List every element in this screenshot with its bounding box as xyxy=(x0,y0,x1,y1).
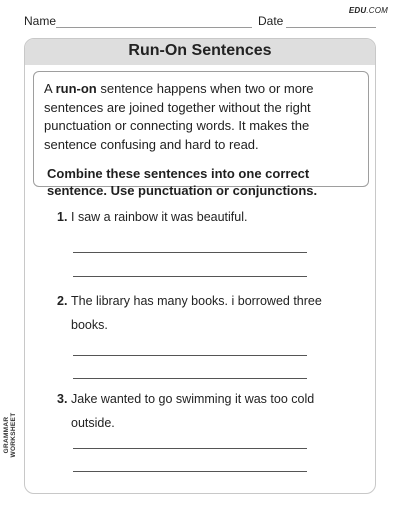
answer-line-3b[interactable] xyxy=(73,471,307,472)
question-number: 3. xyxy=(57,392,68,406)
definition-term: run-on xyxy=(55,81,97,96)
question-number: 2. xyxy=(57,294,68,308)
question-text-continued: outside. xyxy=(71,416,115,430)
definition-text: A run-on sentence happens when two or more sentences are joined together without the right punctuation or connecting words. It makes the sentence confusing and hard to read. xyxy=(44,81,314,152)
question-text: I saw a rainbow it was beautiful. xyxy=(71,210,248,224)
question-text-continued: books. xyxy=(71,318,108,332)
date-label: Date xyxy=(258,14,284,28)
answer-line-2a[interactable] xyxy=(73,355,307,356)
worksheet-panel xyxy=(24,38,376,494)
answer-line-3a[interactable] xyxy=(73,448,307,449)
brand-logo: EDU.COM xyxy=(348,6,388,15)
answer-line-1b[interactable] xyxy=(73,276,307,277)
question-number: 1. xyxy=(57,210,68,224)
page-title: Run-On Sentences xyxy=(128,42,272,59)
question-3 xyxy=(57,387,357,435)
date-field-line[interactable] xyxy=(286,27,376,28)
answer-line-1a[interactable] xyxy=(73,252,307,253)
question-1 xyxy=(57,205,357,229)
instructions: Combine these sentences into one correct sentence. Use punctuation or conjunctions. xyxy=(47,166,318,198)
name-field-line[interactable] xyxy=(56,27,252,28)
question-text: Jake wanted to go swimming it was too cold xyxy=(71,392,315,406)
name-label: Name xyxy=(24,14,57,28)
question-2 xyxy=(57,289,357,337)
side-label: GRAMMAR WORKSHEET xyxy=(3,412,17,458)
title-bar xyxy=(25,39,375,65)
answer-line-2b[interactable] xyxy=(73,378,307,379)
question-text: The library has many books. i borrowed three xyxy=(71,294,322,308)
